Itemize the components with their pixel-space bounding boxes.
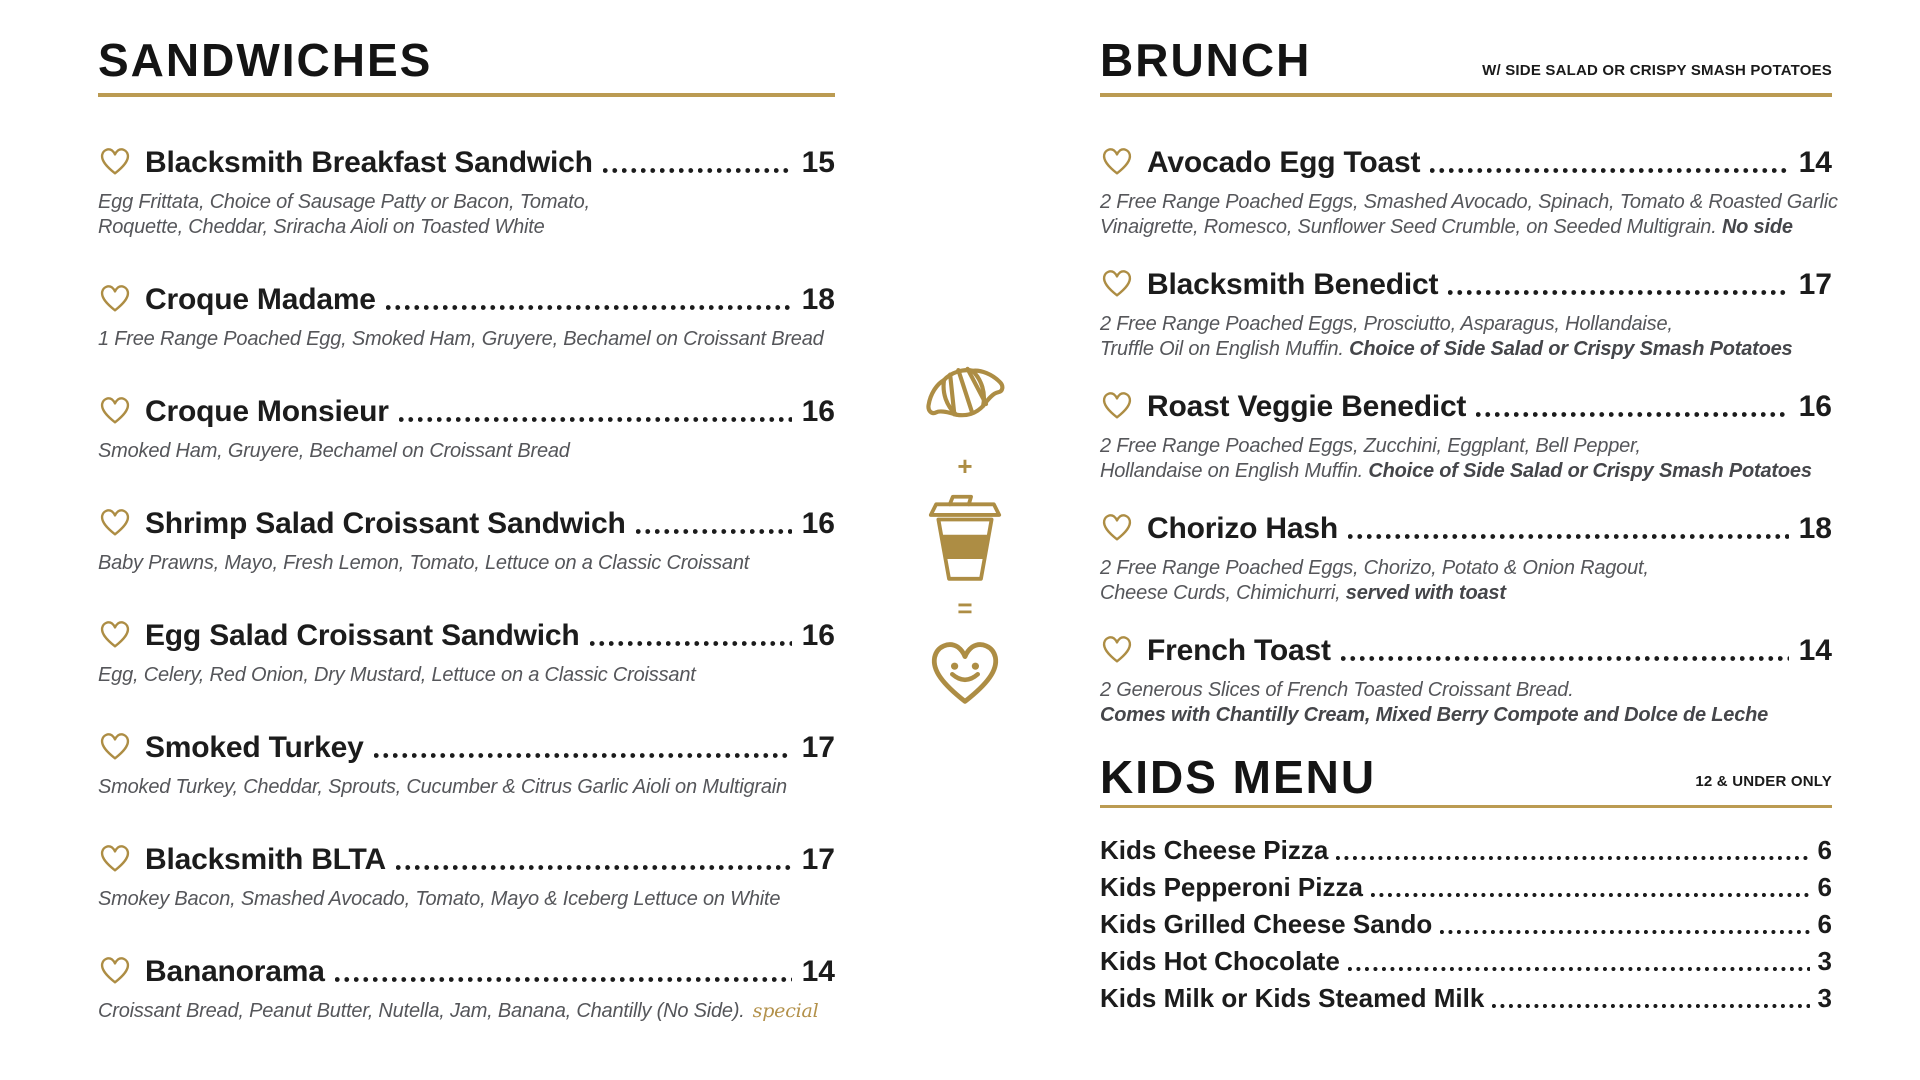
- item-price: 14: [1798, 633, 1832, 667]
- dot-leader: [1440, 930, 1809, 934]
- brunch-subtitle: W/ SIDE SALAD OR CRISPY SMASH POTATOES: [1482, 61, 1832, 79]
- menu-item: [1100, 389, 1832, 484]
- item-name: Egg Salad Croissant Sandwich: [145, 618, 580, 652]
- heart-outline-icon: [1100, 145, 1134, 176]
- dot-leader: [1492, 1004, 1809, 1008]
- item-description: [1100, 190, 1838, 240]
- dot-leader: [1336, 856, 1809, 860]
- dot-leader: [374, 753, 792, 758]
- item-name: Croque Madame: [145, 282, 376, 316]
- sandwiches-header: [98, 34, 835, 97]
- description-line: 2 Free Range Poached Eggs, Chorizo, Potato & Onion Ragout,: [1100, 556, 1649, 579]
- item-price: 17: [1798, 267, 1832, 301]
- menu-item: [1100, 145, 1838, 240]
- kids-menu-item: [1100, 830, 1832, 867]
- item-name: Croque Monsieur: [145, 394, 389, 428]
- menu-item: [98, 954, 835, 1024]
- dot-leader: [1448, 290, 1788, 295]
- description-line: 2 Generous Slices of French Toasted Croissant Bread.: [1100, 678, 1574, 701]
- item-name: Blacksmith Breakfast Sandwich: [145, 145, 593, 179]
- dot-leader: [1371, 893, 1810, 897]
- description-line: 2 Free Range Poached Eggs, Zucchini, Eggplant, Bell Pepper,: [1100, 434, 1641, 457]
- description-line: 2 Free Range Poached Eggs, Prosciutto, Asparagus, Hollandaise,: [1100, 312, 1673, 335]
- menu-item-row: [98, 394, 835, 430]
- menu-item: [1100, 633, 1832, 728]
- kids-menu-item: [1100, 941, 1832, 978]
- menu-item-row: [98, 730, 835, 766]
- description-line: 2 Free Range Poached Eggs, Smashed Avocado, Spinach, Tomato & Roasted Garlic: [1100, 190, 1838, 213]
- item-description: [1100, 556, 1832, 606]
- item-price: 6: [1817, 872, 1832, 902]
- item-name: Blacksmith Benedict: [1147, 267, 1439, 301]
- item-name: Bananorama: [145, 954, 325, 988]
- item-description: [1100, 312, 1832, 362]
- kids-item-list: [1100, 830, 1832, 1015]
- item-price: 15: [801, 145, 835, 179]
- sandwiches-item-list: [98, 145, 835, 1024]
- item-name: Blacksmith BLTA: [145, 842, 386, 876]
- item-name: Roast Veggie Benedict: [1147, 389, 1467, 423]
- dot-leader: [399, 417, 792, 422]
- heart-outline-icon: [98, 282, 132, 313]
- section-sandwiches: [98, 34, 835, 1066]
- description-line: Smokey Bacon, Smashed Avocado, Tomato, Mayo & Iceberg Lettuce on White: [98, 887, 781, 910]
- heart-outline-icon: [1100, 633, 1134, 664]
- description-line: Smoked Turkey, Cheddar, Sprouts, Cucumber & Citrus Garlic Aioli on Multigrain: [98, 775, 787, 798]
- section-brunch: [1100, 34, 1838, 1015]
- menu-item: [98, 394, 835, 464]
- menu-item-row: [1100, 267, 1832, 303]
- item-price: 6: [1817, 909, 1832, 939]
- description-line: Egg Frittata, Choice of Sausage Patty or Bacon, Tomato,: [98, 190, 590, 213]
- item-price: 17: [801, 842, 835, 876]
- dot-leader: [636, 529, 792, 534]
- coffee-cup-icon: [927, 492, 1003, 582]
- heart-outline-icon: [1100, 267, 1134, 298]
- item-description: [1100, 434, 1832, 484]
- dot-leader: [1348, 967, 1810, 971]
- heart-outline-icon: [98, 842, 132, 873]
- menu-item-row: [98, 842, 835, 878]
- heart-outline-icon: [98, 618, 132, 649]
- gold-divider: [1100, 805, 1832, 809]
- description-line: 1 Free Range Poached Egg, Smoked Ham, Gruyere, Bechamel on Croissant Bread: [98, 327, 824, 350]
- kids-menu-item: [1100, 904, 1832, 941]
- item-name: Kids Pepperoni Pizza: [1100, 872, 1363, 902]
- item-name: Chorizo Hash: [1147, 511, 1338, 545]
- sandwiches-title: SANDWICHES: [98, 34, 433, 86]
- item-description: [98, 887, 835, 912]
- special-script-label: special: [752, 999, 819, 1022]
- description-line: Baby Prawns, Mayo, Fresh Lemon, Tomato, Lettuce on a Classic Croissant: [98, 551, 750, 574]
- menu-item-row: [98, 145, 835, 181]
- item-name: Kids Grilled Cheese Sando: [1100, 909, 1433, 939]
- item-price: 6: [1817, 835, 1832, 865]
- item-price: 14: [801, 954, 835, 988]
- kids-menu-header: [1100, 750, 1832, 809]
- heart-outline-icon: [98, 954, 132, 985]
- item-price: 16: [801, 618, 835, 652]
- menu-item: [98, 842, 835, 912]
- menu-item: [98, 145, 835, 240]
- menu-item: [1100, 267, 1832, 362]
- menu-item-row: [98, 282, 835, 318]
- item-description: [98, 999, 835, 1024]
- menu-item-row: [98, 618, 835, 654]
- dot-leader: [386, 305, 792, 310]
- croissant-icon: [915, 352, 1015, 440]
- item-price: 17: [801, 730, 835, 764]
- item-price: 3: [1817, 946, 1832, 976]
- item-name: Kids Milk or Kids Steamed Milk: [1100, 983, 1485, 1013]
- heart-outline-icon: [98, 394, 132, 425]
- dot-leader: [1476, 412, 1788, 417]
- kids-menu-title: KIDS MENU: [1100, 750, 1377, 803]
- menu-item-row: [98, 506, 835, 542]
- item-name: Kids Cheese Pizza: [1100, 835, 1329, 865]
- gold-divider: [98, 93, 835, 97]
- brunch-header: [1100, 34, 1832, 97]
- heart-outline-icon: [98, 506, 132, 537]
- item-name: Kids Hot Chocolate: [1100, 946, 1340, 976]
- dot-leader: [1430, 168, 1788, 173]
- description-line: Comes with Chantilly Cream, Mixed Berry Compote and Dolce de Leche: [1100, 703, 1769, 726]
- brunch-item-list: [1100, 145, 1838, 728]
- description-line: Roquette, Cheddar, Sriracha Aioli on Toasted White: [98, 215, 545, 238]
- item-name: Shrimp Salad Croissant Sandwich: [145, 506, 626, 540]
- dot-leader: [335, 977, 792, 982]
- gold-divider: [1100, 93, 1832, 97]
- brunch-title: BRUNCH: [1100, 34, 1312, 86]
- smiley-heart-icon: [925, 634, 1005, 708]
- equals-sign: =: [957, 593, 973, 623]
- item-price: 16: [801, 506, 835, 540]
- menu-item-row: [1100, 633, 1832, 669]
- item-price: 16: [1798, 389, 1832, 423]
- dot-leader: [590, 641, 792, 646]
- menu-item: [98, 730, 835, 800]
- croissant-plus-coffee-equals-love-graphic: [903, 352, 1027, 708]
- item-description: [98, 190, 835, 240]
- item-price: 18: [801, 282, 835, 316]
- description-line: Hollandaise on English Muffin. Choice of Side Salad or Crispy Smash Potatoes: [1100, 459, 1812, 482]
- description-line: Truffle Oil on English Muffin. Choice of Side Salad or Crispy Smash Potatoes: [1100, 337, 1793, 360]
- dot-leader: [1341, 656, 1789, 661]
- item-description: [98, 551, 835, 576]
- dot-leader: [1348, 534, 1789, 539]
- item-description: [98, 663, 835, 688]
- kids-menu-item: [1100, 978, 1832, 1015]
- item-name: Avocado Egg Toast: [1147, 145, 1421, 179]
- menu-item-row: [1100, 145, 1832, 181]
- menu-item-row: [98, 954, 835, 990]
- plus-sign: +: [957, 451, 973, 481]
- menu-item: [98, 618, 835, 688]
- kids-menu-subtitle: 12 & UNDER ONLY: [1695, 773, 1832, 790]
- description-line: Croissant Bread, Peanut Butter, Nutella, Jam, Banana, Chantilly (No Side). special: [98, 999, 819, 1022]
- menu-item: [1100, 511, 1832, 606]
- menu-item-row: [1100, 389, 1832, 425]
- menu-item: [98, 506, 835, 576]
- heart-outline-icon: [98, 730, 132, 761]
- item-name: French Toast: [1147, 633, 1331, 667]
- item-name: Smoked Turkey: [145, 730, 364, 764]
- heart-outline-icon: [98, 145, 132, 176]
- item-price: 14: [1798, 145, 1832, 179]
- item-price: 3: [1817, 983, 1832, 1013]
- menu-item: [98, 282, 835, 352]
- item-price: 18: [1798, 511, 1832, 545]
- dot-leader: [603, 168, 792, 173]
- heart-outline-icon: [1100, 389, 1134, 420]
- kids-menu-item: [1100, 867, 1832, 904]
- item-description: [98, 439, 835, 464]
- heart-outline-icon: [1100, 511, 1134, 542]
- dot-leader: [396, 865, 792, 870]
- description-line: Cheese Curds, Chimichurri, served with toast: [1100, 581, 1506, 604]
- menu-item-row: [1100, 511, 1832, 547]
- item-description: [1100, 678, 1832, 728]
- description-line: Vinaigrette, Romesco, Sunflower Seed Crumble, on Seeded Multigrain. No side: [1100, 215, 1793, 238]
- item-price: 16: [801, 394, 835, 428]
- description-line: Egg, Celery, Red Onion, Dry Mustard, Lettuce on a Classic Croissant: [98, 663, 696, 686]
- item-description: [98, 775, 835, 800]
- item-description: [98, 327, 835, 352]
- description-line: Smoked Ham, Gruyere, Bechamel on Croissant Bread: [98, 439, 570, 462]
